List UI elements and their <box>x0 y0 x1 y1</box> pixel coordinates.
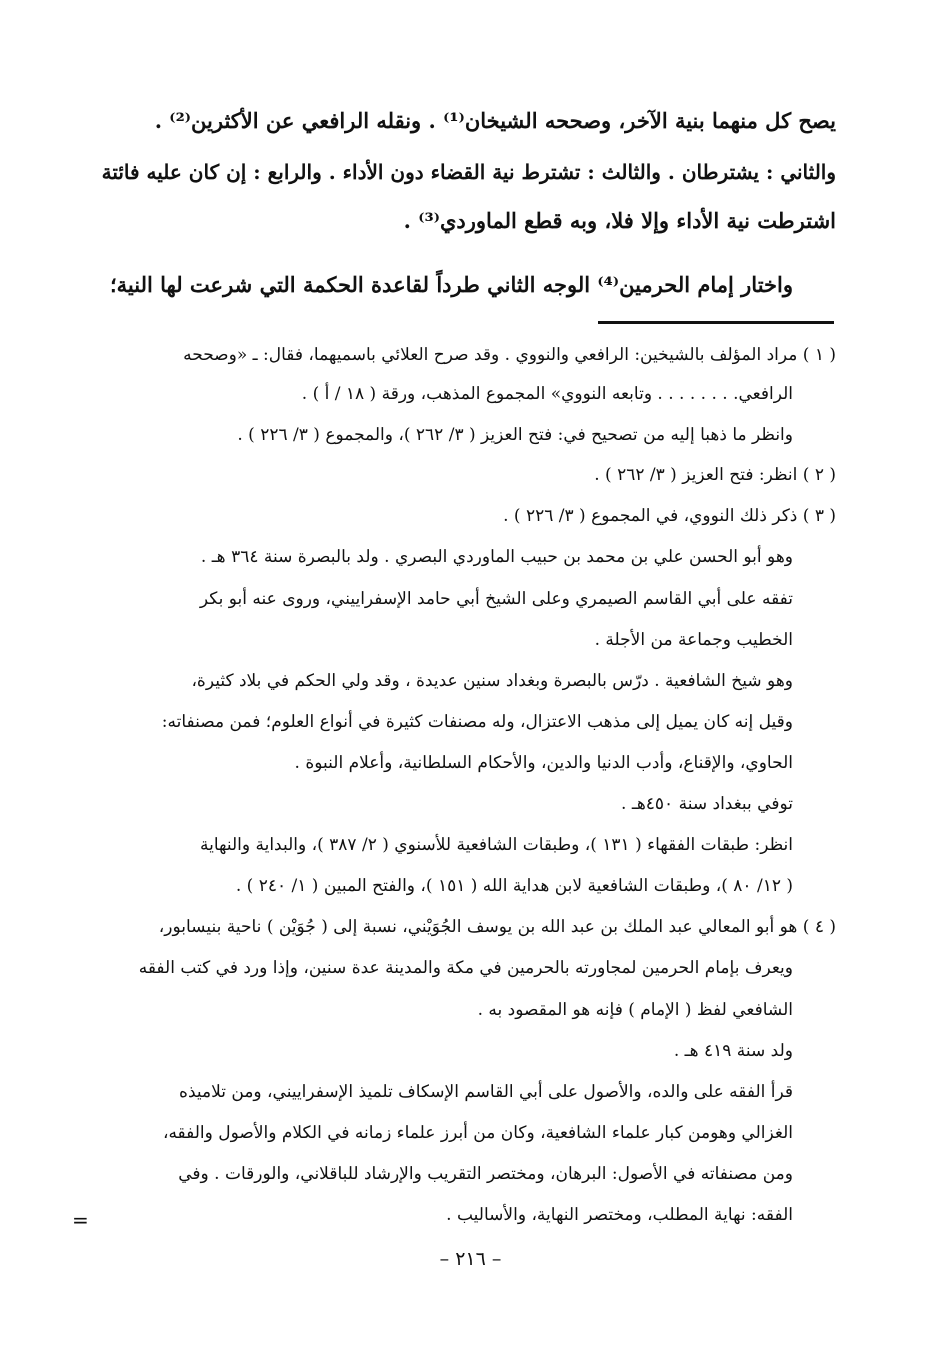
footnote-line-1: ( ١ ) مراد المؤلف بالشيخين: الرافعي والنووي . وقد صرح العلائي باسميهما، فقال: ـ «وصححه <box>183 345 836 365</box>
footnote-line-6: وهو أبو الحسن علي بن محمد بن حبيب الماوردي البصري . ولد بالبصرة سنة ٣٦٤ هـ . <box>200 547 793 567</box>
footnote-line-20: الغزالي وهومن كبار علماء الشافعية، وكان من أبرز علماء زمانه في الكلام والأصول والفقه، <box>162 1123 793 1143</box>
footnote-line-5: ( ٣ ) ذكر ذلك النووي، في المجموع ( ٣/ ٢٢٦ ) . <box>503 506 836 526</box>
footnote-line-21: ومن مصنفاته في الأصول: البرهان، ومختصر التقريب والإرشاد للباقلاني، والورقات . وفي <box>178 1164 793 1184</box>
footnote-line-8: الخطيب وجماعة من الأجلة . <box>594 630 793 650</box>
continuation-mark: = <box>72 1208 89 1232</box>
main-text-line-1: يصح كل منهما بنية الآخر، وصححه الشيخان⁽¹⁾ . ونقله الرافعي عن الأكثرين⁽²⁾ . <box>154 108 836 133</box>
footnote-line-12: توفي ببغداد سنة ٤٥٠هـ . <box>621 794 793 814</box>
footnote-divider <box>598 321 834 324</box>
footnote-line-3: وانظر ما ذهبا إليه من تصحيح في: فتح العزيز ( ٣/ ٢٦٢ )، والمجموع ( ٣/ ٢٢٦ ) . <box>237 425 793 445</box>
footnote-line-22: الفقه: نهاية المطلب، ومختصر النهاية، والأساليب . <box>446 1205 793 1225</box>
main-text-line-4: واختار إمام الحرمين⁽⁴⁾ الوجه الثاني طرداً لقاعدة الحكمة التي شرعت لها النية؛ <box>109 272 793 297</box>
footnote-line-7: تفقه على أبي القاسم الصيمري وعلى الشيخ أبي حامد الإسفراييني، وروى عنه أبو بكر <box>199 589 793 609</box>
footnote-line-14: ( ١٢/ ٨٠ )، وطبقات الشافعية لابن هداية الله ( ١٥١ )، والفتح المبين ( ١/ ٢٤٠ ) . <box>235 876 793 896</box>
footnote-line-15: ( ٤ ) هو أبو المعالي عبد الملك بن عبد الله بن يوسف الجُوَيْني، نسبة إلى ( جُوَيْن ) ناحية بنيسابور، <box>158 917 836 937</box>
footnote-line-17: الشافعي لفظ ( الإمام ) فإنه هو المقصود به . <box>477 1000 793 1020</box>
footnote-line-19: قرأ الفقه على والده، والأصول على أبي القاسم الإسكاف تلميذ الإسفراييني، ومن تلاميذه <box>179 1082 793 1102</box>
footnote-line-16: ويعرف بإمام الحرمين لمجاورته بالحرمين في مكة والمدينة عدة سنين، وإذا ورد في كتب الفقه <box>138 958 793 978</box>
footnote-line-9: وهو شيخ الشافعية . درّس بالبصرة وبغداد سنين عديدة ، وقد ولي الحكم في بلاد كثيرة، <box>191 671 793 691</box>
footnote-line-11: الحاوي، والإقناع، وأدب الدنيا والدين، والأحكام السلطانية، وأعلام النبوة . <box>294 753 793 773</box>
footnote-line-4: ( ٢ ) انظر: فتح العزيز ( ٣/ ٢٦٢ ) . <box>594 465 836 485</box>
page-number: – ٢١٦ – <box>439 1248 502 1270</box>
footnote-line-10: وقيل إنه كان يميل إلى مذهب الاعتزال، وله مصنفات كثيرة في أنواع العلوم؛ فمن مصنفاته: <box>161 712 793 732</box>
footnote-line-13: انظر: طبقات الفقهاء ( ١٣١ )، وطبقات الشافعية للأسنوي ( ٢/ ٣٨٧ )، والبداية والنهاية <box>199 835 793 855</box>
main-text-line-2: والثاني : يشترطان . والثالث : تشترط نية القضاء دون الأداء . والرابع : إن كان عليه فائتة <box>101 160 836 184</box>
footnote-line-2: الرافعي. . . . . . . . وتابعه النووي» المجموع المذهب، ورقة ( ١٨ / أ ) . <box>301 384 793 404</box>
main-text-line-3: اشترطت نية الأداء وإلا فلا، وبه قطع الماوردي⁽³⁾ . <box>403 208 836 233</box>
footnote-line-18: ولد سنة ٤١٩ هـ . <box>673 1041 793 1061</box>
